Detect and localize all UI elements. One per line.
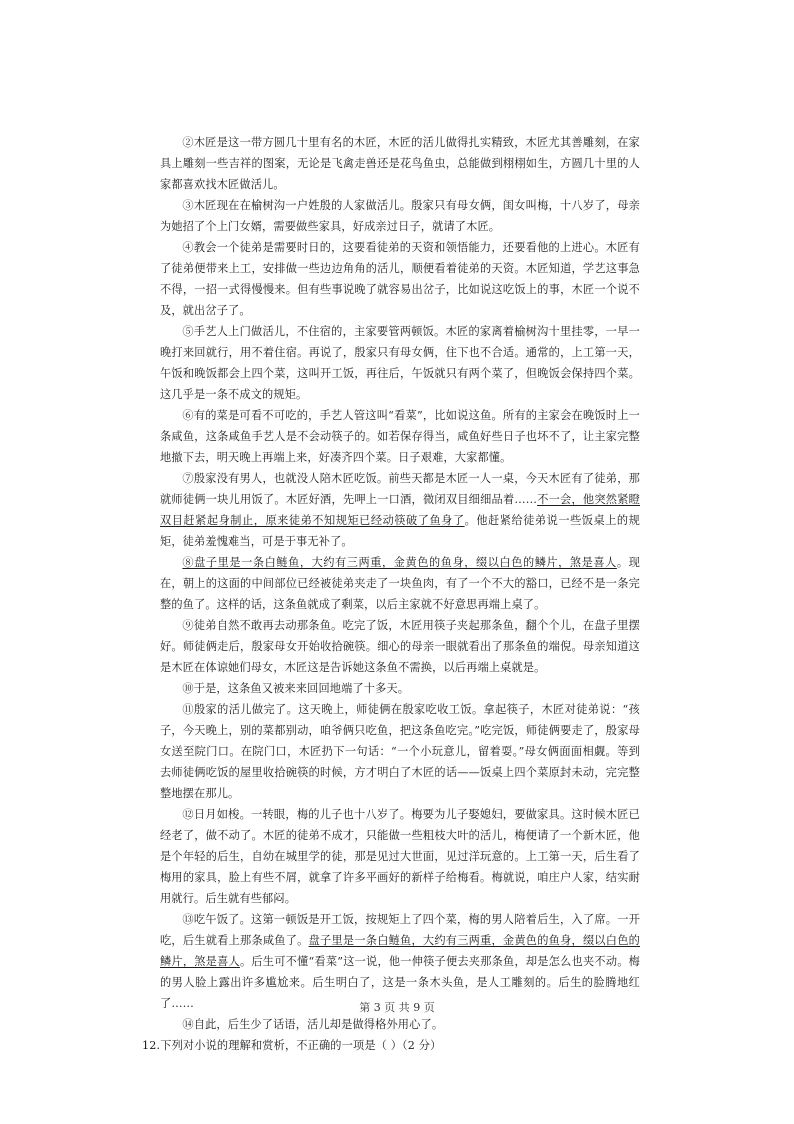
paragraph-5: ⑤手艺人上门做活儿，不住宿的，主家要管两顿饭。木匠的家离着榆树沟十里挂零，一早一晚打来回就行，用不着住宿。再说了，殷家只有母女俩，住下也不合适。通常的，上工第一天，午饭和晚饭都会上四个菜，这叫开工饭，再往后，午饭就只有两个菜了，但晚饭会保持四个菜。这几乎是一条不成文的规矩。 <box>160 325 640 401</box>
paragraph-14: ⑭自此，后生少了话语，活儿却是做得格外用心了。 <box>182 1018 444 1031</box>
paragraph-3: ③木匠现在在榆树沟一户姓殷的人家做活儿。殷家只有母女俩，闺女叫梅，十八岁了，母亲为她招了个上门女婿，需要做些家具，好成亲过日子，就请了木匠。 <box>160 199 640 233</box>
paragraph-13-text-before: ⑬吃午饭了。这第一顿饭是开工饭，按规矩上了四个菜，梅的男人陪着后生，入了席。一开吃，后生就看上那条咸鱼了。 <box>160 913 640 947</box>
paragraph-2: ②木匠是这一带方圆几十里有名的木匠，木匠的活儿做得扎实精致，木匠尤其善雕刻，在家具上雕刻一些吉祥的图案，无论是飞禽走兽还是花鸟鱼虫，总能做到栩栩如生，方圆几十里的人家都喜欢找木匠做活儿。 <box>160 136 640 191</box>
paragraph-12: ⑫日月如梭。一转眼，梅的儿子也十八岁了。梅要为儿子娶媳妇，要做家具。这时候木匠已经老了，做不动了。木匠的徒弟不成才，只能做一些粗枝大叶的活儿，梅便请了一个新木匠，他是个年轻的后生，自幼在城里学的徒，那是见过大世面，见过洋玩意的。上工第一天，后生看了梅用的家具，脸上有些不屑，就拿了许多平画好的新样子给梅看。梅就说，咱庄户人家，结实耐用就行。后生就有些郁闷。 <box>160 808 640 905</box>
paragraph-7-text-before: ⑦殷家没有男人，也就没人陪木匠吃饭。前些天都是木匠一人一桌，今天木匠有了徒弟，那就师徒俩一块儿用饭了。木匠好酒，先呷上一口酒，微闭双目细细品着…… <box>160 472 640 506</box>
page-number-footer: 第 3 页 共 9 页 <box>359 1001 435 1014</box>
paragraph-8-text-after: 。现在，朝上的这面的中间部位已经被徒弟夹走了一块鱼肉，有了一个不大的豁口，已经不是一条完整的鱼了。这样的话，这条鱼就成了剩菜，以后主家就不好意思再端上桌了。 <box>160 556 640 611</box>
paragraph-11: ⑪殷家的活儿做完了。这天晚上，师徒俩在殷家吃收工饭。拿起筷子，木匠对徒弟说：“孩子，今天晚上，别的菜都别动，咱爷俩只吃鱼，把这条鱼吃完。”吃完饭，师徒俩要走了，殷家母女送至院门口。在院门口，木匠扔下一句话：“一个小玩意儿，留着耍。”母女俩面面相觑。等到去师徒俩吃饭的屋里收拾碗筷的时候，方才明白了木匠的话——饭桌上四个菜原封未动，完完整整地摆在那儿。 <box>160 703 640 800</box>
paragraph-8-underlined-text: ⑧盘子里是一条白鲢鱼，大约有三两重，金黄色的鱼身，缀以白色的鳞片，煞是喜人 <box>182 556 617 569</box>
paragraph-7-underlined-text: 不一会，他突然紧瞪双目赶紧起身制止，原来徒弟不知规矩已经动筷破了鱼身了 <box>160 493 640 527</box>
story-body <box>142 132 641 1056</box>
paragraph-8 <box>160 552 640 615</box>
paragraph-13-text-after: 。后生可不懂“看菜”这一说，他一伸筷子便去夹那条鱼，却是怎么也夹不动。梅的男人脸上露出许多尴尬来。后生明白了，这是一条木头鱼，是人工雕刻的。后生的脸腾地红了…… <box>160 955 640 1010</box>
paragraph-4: ④教会一个徒弟是需要时日的，这要看徒弟的天资和领悟能力，还要看他的上进心。木匠有了徒弟便带来上工，安排做一些边边角角的活儿，顺便看着徒弟的天资。木匠知道，学艺这事急不得，一招一式得慢慢来。但有些事说晚了就容易出岔子，比如说这吃饭上的事，木匠一个说不及，就出岔子了。 <box>160 241 640 317</box>
paragraph-10: ⑩于是，这条鱼又被来来回回地端了十多天。 <box>182 682 410 695</box>
paragraph-9: ⑨徒弟自然不敢再去动那条鱼。吃完了饭，木匠用筷子夹起那条鱼，翻个个儿，在盘子里摆好。师徒俩走后，殷家母女开始收拾碗筷。细心的母亲一眼就看出了那条鱼的端倪。母亲知道这是木匠在体谅她们母女，木匠这是告诉她这条鱼不需换，以后再端上桌就是。 <box>160 619 640 674</box>
paragraph-7-text-after: 。他赶紧给徒弟说一些饭桌上的规矩，徒弟羞愧难当，可是于事无补了。 <box>160 514 640 548</box>
question-12: 12.下列对小说的理解和赏析，不正确的一项是（ ）（2 分） <box>142 1039 442 1052</box>
paragraph-13-underlined-text: 盘子里是一条白鲢鱼，大约有三两重，金黄色的鱼身，缀以白色的鳞片，煞是喜人 <box>160 934 641 968</box>
paragraph-6: ⑥有的菜是可看不可吃的，手艺人管这叫“看菜”，比如说这鱼。所有的主家会在晚饭时上一条咸鱼，这条咸鱼手艺人是不会动筷子的。如若保存得当，咸鱼好些日子也坏不了，让主家完整地撤下去，明天晚上再端上来，好凑齐四个菜。日子艰难，大家都懂。 <box>160 409 640 464</box>
paragraph-7 <box>160 468 640 552</box>
